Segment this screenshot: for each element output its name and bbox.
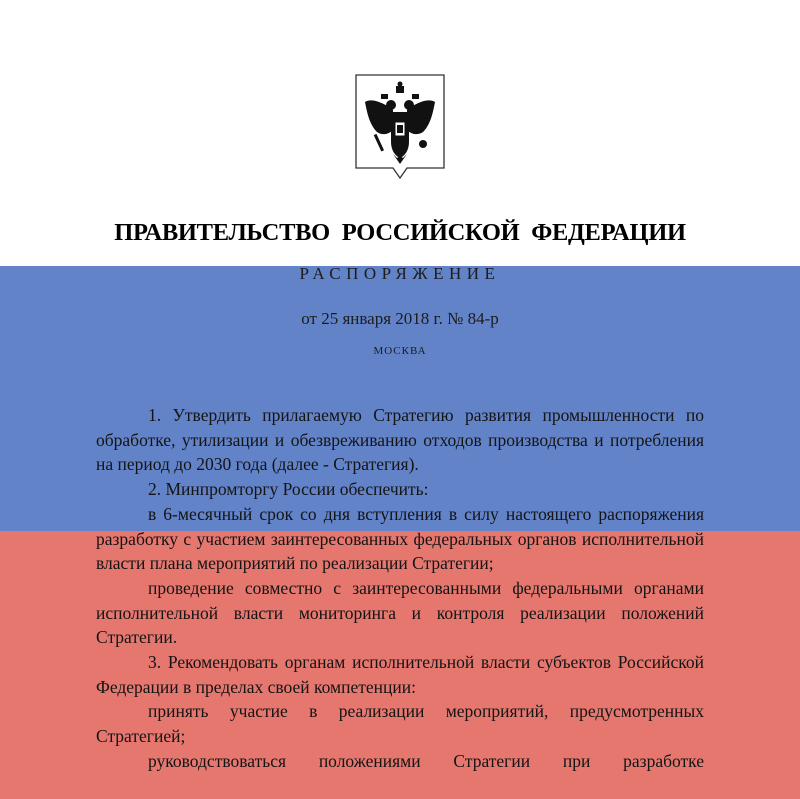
document-body xyxy=(96,403,704,774)
paragraph-3-item-2: руководствоваться положениями Стратегии при разработке xyxy=(148,750,704,771)
document-city: МОСКВА xyxy=(373,345,427,357)
paragraph-3: 3. Рекомендовать органам исполнительной власти субъектов Российской Федерации в пределах своей компетенции: xyxy=(96,652,704,697)
paragraph-2-item-1: в 6-месячный срок со дня вступления в силу настоящего распоряжения разработку с участием заинтересованных федеральных органов исполнительной власти плана мероприятий по реализации Стратегии; xyxy=(96,503,704,574)
paragraph-1: 1. Утвердить прилагаемую Стратегию развития промышленности по обработке, утилизации и обезвреживанию отходов производства и потребления на период до 2030 года (далее - Стратегия). xyxy=(96,405,704,475)
paragraph-2: 2. Минпромторгу России обеспечить: xyxy=(148,479,429,500)
paragraph-3-item-1: принять участие в реализации мероприятий, предусмотренных Стратегией; xyxy=(96,701,704,747)
government-title: ПРАВИТЕЛЬСТВО РОССИЙСКОЙ ФЕДЕРАЦИИ xyxy=(114,219,686,246)
coat-of-arms-icon xyxy=(353,72,447,186)
document-date-number: от 25 января 2018 г. № 84-р xyxy=(301,309,499,328)
paragraph-2-item-2: проведение совместно с заинтересованными федеральными органами исполнительной власти мониторинга и контроля реализации положений Стратегии. xyxy=(96,577,704,648)
document-type: РАСПОРЯЖЕНИЕ xyxy=(299,264,501,283)
